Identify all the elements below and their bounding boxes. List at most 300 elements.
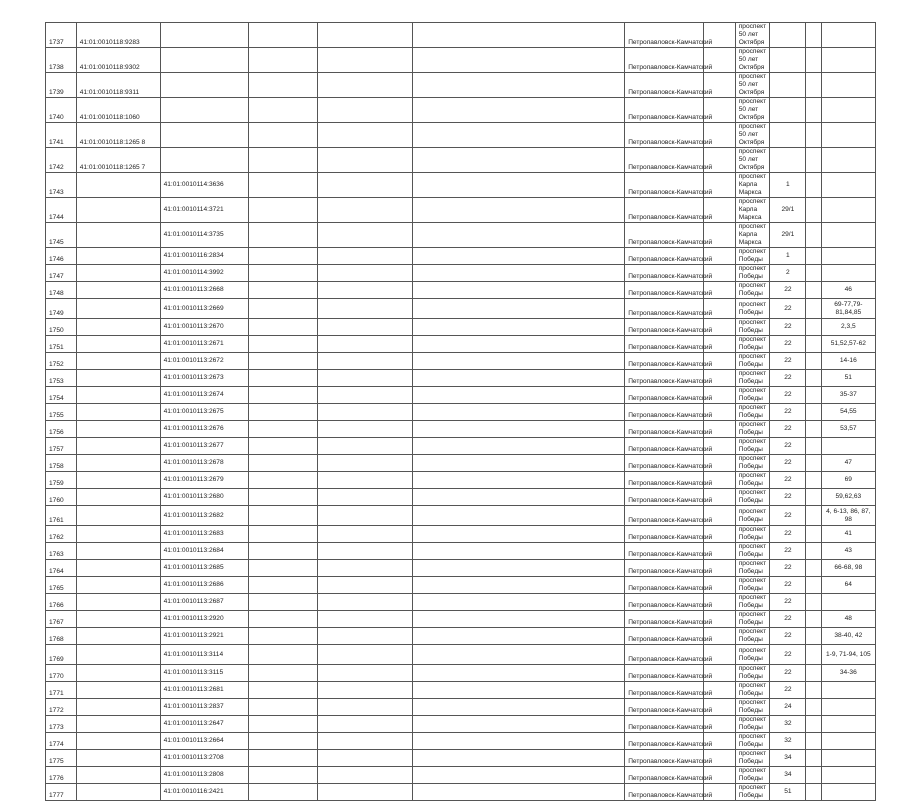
house-number-cell: 24	[770, 699, 806, 716]
house-number-cell: 22	[770, 472, 806, 489]
street-cell: проспект Победы	[735, 733, 770, 750]
row-number-cell: 1747	[46, 265, 77, 282]
empty-cell	[413, 353, 625, 370]
row-number-cell: 1759	[46, 472, 77, 489]
empty-cell	[413, 733, 625, 750]
row-number-cell: 1746	[46, 248, 77, 265]
apartments-cell: 69	[821, 472, 875, 489]
apartments-cell: 35-37	[821, 387, 875, 404]
table-row	[46, 438, 876, 455]
empty-cell	[806, 73, 821, 98]
empty-cell	[248, 370, 318, 387]
apartments-cell: 59,62,63	[821, 489, 875, 506]
cadastral-number-cell	[76, 282, 160, 299]
house-number-cell	[770, 48, 806, 73]
empty-cell	[413, 489, 625, 506]
house-number-cell: 22	[770, 421, 806, 438]
street-cell: проспект Победы	[735, 489, 770, 506]
empty-cell	[806, 353, 821, 370]
empty-cell	[248, 265, 318, 282]
row-number-cell: 1742	[46, 148, 77, 173]
empty-cell	[806, 665, 821, 682]
empty-cell	[248, 336, 318, 353]
empty-cell	[318, 223, 413, 248]
empty-cell	[806, 299, 821, 319]
cadastral-number-cell	[76, 750, 160, 767]
empty-cell	[318, 336, 413, 353]
row-number-cell: 1755	[46, 404, 77, 421]
empty-cell	[318, 543, 413, 560]
empty-cell	[248, 98, 318, 123]
apartments-cell: 48	[821, 611, 875, 628]
city-cell: Петропавловск-Камчатский	[625, 23, 704, 48]
house-number-cell: 22	[770, 336, 806, 353]
house-number-cell: 22	[770, 489, 806, 506]
house-number-cell: 32	[770, 716, 806, 733]
apartments-cell: 2,3,5	[821, 319, 875, 336]
house-number-cell: 29/1	[770, 198, 806, 223]
cadastral-number-cell	[76, 784, 160, 801]
empty-cell	[413, 282, 625, 299]
linked-cadastral-number-cell: 41:01:0010113:2678	[160, 455, 248, 472]
table-row	[46, 404, 876, 421]
street-cell: проспект Победы	[735, 404, 770, 421]
city-cell: Петропавловск-Камчатский	[625, 438, 704, 455]
empty-cell	[806, 526, 821, 543]
empty-cell	[248, 716, 318, 733]
table-row	[46, 665, 876, 682]
table-row	[46, 560, 876, 577]
linked-cadastral-number-cell: 41:01:0010113:2920	[160, 611, 248, 628]
empty-cell	[413, 767, 625, 784]
street-cell: проспект Карла Маркса	[735, 198, 770, 223]
linked-cadastral-number-cell: 41:01:0010114:3992	[160, 265, 248, 282]
linked-cadastral-number-cell: 41:01:0010113:2685	[160, 560, 248, 577]
empty-cell	[413, 472, 625, 489]
empty-cell	[318, 73, 413, 98]
street-cell: проспект Победы	[735, 526, 770, 543]
house-number-cell: 34	[770, 750, 806, 767]
city-cell: Петропавловск-Камчатский	[625, 716, 704, 733]
linked-cadastral-number-cell: 41:01:0010113:2708	[160, 750, 248, 767]
empty-cell	[248, 404, 318, 421]
linked-cadastral-number-cell: 41:01:0010114:3735	[160, 223, 248, 248]
row-number-cell: 1743	[46, 173, 77, 198]
apartments-cell	[821, 784, 875, 801]
street-cell: проспект Победы	[735, 611, 770, 628]
city-cell: Петропавловск-Камчатский	[625, 319, 704, 336]
cadastral-number-cell	[76, 404, 160, 421]
row-number-cell: 1750	[46, 319, 77, 336]
table-row	[46, 733, 876, 750]
cadastral-number-cell	[76, 336, 160, 353]
cadastral-number-cell	[76, 353, 160, 370]
street-cell: проспект Победы	[735, 319, 770, 336]
empty-cell	[806, 319, 821, 336]
city-cell: Петропавловск-Камчатский	[625, 353, 704, 370]
apartments-cell: 54,55	[821, 404, 875, 421]
apartments-cell: 4, 6-13, 86, 87, 98	[821, 506, 875, 526]
row-number-cell: 1741	[46, 123, 77, 148]
house-number-cell: 2	[770, 265, 806, 282]
empty-cell	[806, 336, 821, 353]
table-row	[46, 48, 876, 73]
apartments-cell	[821, 48, 875, 73]
cadastral-number-cell	[76, 594, 160, 611]
empty-cell	[413, 336, 625, 353]
empty-cell	[248, 489, 318, 506]
empty-cell	[413, 319, 625, 336]
cadastral-number-cell: 41:01:0010118:9302	[76, 48, 160, 73]
empty-cell	[248, 421, 318, 438]
city-cell: Петропавловск-Камчатский	[625, 336, 704, 353]
cadastral-number-cell	[76, 198, 160, 223]
city-cell: Петропавловск-Камчатский	[625, 526, 704, 543]
empty-cell	[806, 404, 821, 421]
city-cell: Петропавловск-Камчатский	[625, 784, 704, 801]
empty-cell	[318, 248, 413, 265]
empty-cell	[248, 733, 318, 750]
row-number-cell: 1758	[46, 455, 77, 472]
table-row	[46, 387, 876, 404]
table-row	[46, 543, 876, 560]
house-number-cell	[770, 73, 806, 98]
empty-cell	[248, 299, 318, 319]
empty-cell	[413, 594, 625, 611]
street-cell: проспект Победы	[735, 767, 770, 784]
table-body	[46, 23, 876, 801]
row-number-cell: 1769	[46, 645, 77, 665]
street-cell: проспект Победы	[735, 265, 770, 282]
empty-cell	[806, 248, 821, 265]
empty-cell	[318, 198, 413, 223]
house-number-cell: 22	[770, 682, 806, 699]
registry-table	[45, 22, 876, 801]
house-number-cell: 22	[770, 628, 806, 645]
empty-cell	[318, 767, 413, 784]
empty-cell	[318, 23, 413, 48]
empty-cell	[318, 645, 413, 665]
linked-cadastral-number-cell: 41:01:0010113:2668	[160, 282, 248, 299]
linked-cadastral-number-cell	[160, 48, 248, 73]
city-cell: Петропавловск-Камчатский	[625, 682, 704, 699]
empty-cell	[806, 455, 821, 472]
city-cell: Петропавловск-Камчатский	[625, 248, 704, 265]
linked-cadastral-number-cell: 41:01:0010113:2684	[160, 543, 248, 560]
empty-cell	[318, 526, 413, 543]
city-cell: Петропавловск-Камчатский	[625, 48, 704, 73]
street-cell: проспект Победы	[735, 716, 770, 733]
table-row	[46, 23, 876, 48]
empty-cell	[806, 767, 821, 784]
empty-cell	[413, 48, 625, 73]
cadastral-number-cell	[76, 628, 160, 645]
linked-cadastral-number-cell	[160, 123, 248, 148]
empty-cell	[413, 455, 625, 472]
city-cell: Петропавловск-Камчатский	[625, 455, 704, 472]
cadastral-number-cell	[76, 577, 160, 594]
linked-cadastral-number-cell: 41:01:0010113:2686	[160, 577, 248, 594]
empty-cell	[318, 455, 413, 472]
empty-cell	[413, 611, 625, 628]
apartments-cell: 43	[821, 543, 875, 560]
table-row	[46, 767, 876, 784]
empty-cell	[413, 543, 625, 560]
street-cell: проспект 50 лет Октября	[735, 23, 770, 48]
empty-cell	[413, 148, 625, 173]
empty-cell	[806, 699, 821, 716]
apartments-cell: 66-68, 98	[821, 560, 875, 577]
house-number-cell: 22	[770, 353, 806, 370]
empty-cell	[413, 23, 625, 48]
row-number-cell: 1760	[46, 489, 77, 506]
empty-cell	[806, 784, 821, 801]
empty-cell	[248, 594, 318, 611]
street-cell: проспект Победы	[735, 282, 770, 299]
empty-cell	[806, 98, 821, 123]
empty-cell	[318, 784, 413, 801]
table-row	[46, 472, 876, 489]
table-row	[46, 319, 876, 336]
empty-cell	[248, 319, 318, 336]
empty-cell	[413, 716, 625, 733]
house-number-cell: 34	[770, 767, 806, 784]
street-cell: проспект Карла Маркса	[735, 173, 770, 198]
cadastral-number-cell	[76, 370, 160, 387]
apartments-cell: 64	[821, 577, 875, 594]
cadastral-number-cell	[76, 173, 160, 198]
empty-cell	[806, 198, 821, 223]
apartments-cell: 38-40, 42	[821, 628, 875, 645]
street-cell: проспект Победы	[735, 577, 770, 594]
city-cell: Петропавловск-Камчатский	[625, 594, 704, 611]
empty-cell	[248, 682, 318, 699]
street-cell: проспект Победы	[735, 750, 770, 767]
cadastral-number-cell	[76, 265, 160, 282]
linked-cadastral-number-cell: 41:01:0010113:2679	[160, 472, 248, 489]
house-number-cell: 32	[770, 733, 806, 750]
apartments-cell	[821, 767, 875, 784]
table-row	[46, 645, 876, 665]
table-row	[46, 73, 876, 98]
linked-cadastral-number-cell: 41:01:0010113:2674	[160, 387, 248, 404]
street-cell: проспект Победы	[735, 248, 770, 265]
empty-cell	[248, 577, 318, 594]
empty-cell	[413, 173, 625, 198]
empty-cell	[318, 682, 413, 699]
apartments-cell: 34-36	[821, 665, 875, 682]
empty-cell	[806, 282, 821, 299]
street-cell: проспект Победы	[735, 628, 770, 645]
empty-cell	[806, 23, 821, 48]
empty-cell	[806, 560, 821, 577]
linked-cadastral-number-cell: 41:01:0010113:2677	[160, 438, 248, 455]
empty-cell	[413, 699, 625, 716]
empty-cell	[413, 370, 625, 387]
empty-cell	[318, 438, 413, 455]
house-number-cell: 22	[770, 594, 806, 611]
apartments-cell	[821, 438, 875, 455]
city-cell: Петропавловск-Камчатский	[625, 767, 704, 784]
apartments-cell: 1-9, 71-94, 105	[821, 645, 875, 665]
apartments-cell: 69-77,79-81,84,85	[821, 299, 875, 319]
row-number-cell: 1761	[46, 506, 77, 526]
apartments-cell	[821, 73, 875, 98]
house-number-cell: 22	[770, 387, 806, 404]
city-cell: Петропавловск-Камчатский	[625, 198, 704, 223]
empty-cell	[806, 173, 821, 198]
cadastral-number-cell	[76, 489, 160, 506]
empty-cell	[806, 750, 821, 767]
empty-cell	[248, 23, 318, 48]
apartments-cell	[821, 682, 875, 699]
linked-cadastral-number-cell	[160, 148, 248, 173]
apartments-cell	[821, 248, 875, 265]
street-cell: проспект Карла Маркса	[735, 223, 770, 248]
city-cell: Петропавловск-Камчатский	[625, 472, 704, 489]
apartments-cell	[821, 223, 875, 248]
empty-cell	[318, 560, 413, 577]
city-cell: Петропавловск-Камчатский	[625, 560, 704, 577]
table-row	[46, 577, 876, 594]
street-cell: проспект 50 лет Октября	[735, 123, 770, 148]
house-number-cell: 22	[770, 577, 806, 594]
linked-cadastral-number-cell: 41:01:0010113:2683	[160, 526, 248, 543]
street-cell: проспект Победы	[735, 299, 770, 319]
document-page	[45, 22, 876, 801]
city-cell: Петропавловск-Камчатский	[625, 299, 704, 319]
apartments-cell	[821, 198, 875, 223]
empty-cell	[413, 299, 625, 319]
street-cell: проспект 50 лет Октября	[735, 48, 770, 73]
street-cell: проспект Победы	[735, 682, 770, 699]
street-cell: проспект Победы	[735, 594, 770, 611]
empty-cell	[806, 223, 821, 248]
row-number-cell: 1774	[46, 733, 77, 750]
empty-cell	[318, 750, 413, 767]
cadastral-number-cell	[76, 299, 160, 319]
row-number-cell: 1752	[46, 353, 77, 370]
row-number-cell: 1739	[46, 73, 77, 98]
cadastral-number-cell	[76, 319, 160, 336]
linked-cadastral-number-cell: 41:01:0010113:2687	[160, 594, 248, 611]
street-cell: проспект Победы	[735, 543, 770, 560]
apartments-cell	[821, 123, 875, 148]
street-cell: проспект Победы	[735, 370, 770, 387]
linked-cadastral-number-cell: 41:01:0010113:2664	[160, 733, 248, 750]
row-number-cell: 1756	[46, 421, 77, 438]
cadastral-number-cell	[76, 665, 160, 682]
cadastral-number-cell	[76, 455, 160, 472]
street-cell: проспект Победы	[735, 455, 770, 472]
table-row	[46, 336, 876, 353]
house-number-cell: 22	[770, 404, 806, 421]
empty-cell	[806, 506, 821, 526]
empty-cell	[413, 198, 625, 223]
house-number-cell: 1	[770, 173, 806, 198]
linked-cadastral-number-cell: 41:01:0010113:2837	[160, 699, 248, 716]
empty-cell	[248, 223, 318, 248]
table-row	[46, 148, 876, 173]
row-number-cell: 1745	[46, 223, 77, 248]
cadastral-number-cell: 41:01:0010118:1265 7	[76, 148, 160, 173]
row-number-cell: 1766	[46, 594, 77, 611]
street-cell: проспект Победы	[735, 421, 770, 438]
cadastral-number-cell	[76, 543, 160, 560]
empty-cell	[248, 665, 318, 682]
empty-cell	[318, 577, 413, 594]
street-cell: проспект Победы	[735, 336, 770, 353]
city-cell: Петропавловск-Камчатский	[625, 611, 704, 628]
empty-cell	[413, 73, 625, 98]
apartments-cell	[821, 23, 875, 48]
city-cell: Петропавловск-Камчатский	[625, 628, 704, 645]
empty-cell	[248, 282, 318, 299]
apartments-cell	[821, 716, 875, 733]
house-number-cell: 22	[770, 370, 806, 387]
row-number-cell: 1765	[46, 577, 77, 594]
row-number-cell: 1777	[46, 784, 77, 801]
empty-cell	[318, 421, 413, 438]
empty-cell	[248, 472, 318, 489]
cadastral-number-cell	[76, 248, 160, 265]
row-number-cell: 1767	[46, 611, 77, 628]
row-number-cell: 1751	[46, 336, 77, 353]
empty-cell	[318, 282, 413, 299]
linked-cadastral-number-cell: 41:01:0010113:2672	[160, 353, 248, 370]
city-cell: Петропавловск-Камчатский	[625, 506, 704, 526]
empty-cell	[413, 645, 625, 665]
empty-cell	[413, 123, 625, 148]
cadastral-number-cell: 41:01:0010118:9283	[76, 23, 160, 48]
table-row	[46, 526, 876, 543]
empty-cell	[318, 123, 413, 148]
empty-cell	[318, 48, 413, 73]
house-number-cell	[770, 148, 806, 173]
linked-cadastral-number-cell: 41:01:0010113:3115	[160, 665, 248, 682]
empty-cell	[248, 353, 318, 370]
apartments-cell	[821, 148, 875, 173]
house-number-cell	[770, 123, 806, 148]
empty-cell	[248, 455, 318, 472]
cadastral-number-cell	[76, 223, 160, 248]
house-number-cell: 51	[770, 784, 806, 801]
empty-cell	[248, 750, 318, 767]
linked-cadastral-number-cell: 41:01:0010113:2808	[160, 767, 248, 784]
row-number-cell: 1771	[46, 682, 77, 699]
apartments-cell	[821, 173, 875, 198]
cadastral-number-cell	[76, 421, 160, 438]
empty-cell	[413, 577, 625, 594]
empty-cell	[318, 472, 413, 489]
cadastral-number-cell: 41:01:0010118:1265 8	[76, 123, 160, 148]
row-number-cell: 1740	[46, 98, 77, 123]
house-number-cell: 22	[770, 645, 806, 665]
empty-cell	[806, 370, 821, 387]
table-row	[46, 299, 876, 319]
empty-cell	[248, 645, 318, 665]
cadastral-number-cell	[76, 645, 160, 665]
table-row	[46, 123, 876, 148]
empty-cell	[318, 98, 413, 123]
empty-cell	[248, 506, 318, 526]
cadastral-number-cell	[76, 767, 160, 784]
empty-cell	[806, 489, 821, 506]
apartments-cell	[821, 265, 875, 282]
empty-cell	[248, 387, 318, 404]
table-row	[46, 265, 876, 282]
empty-cell	[413, 665, 625, 682]
